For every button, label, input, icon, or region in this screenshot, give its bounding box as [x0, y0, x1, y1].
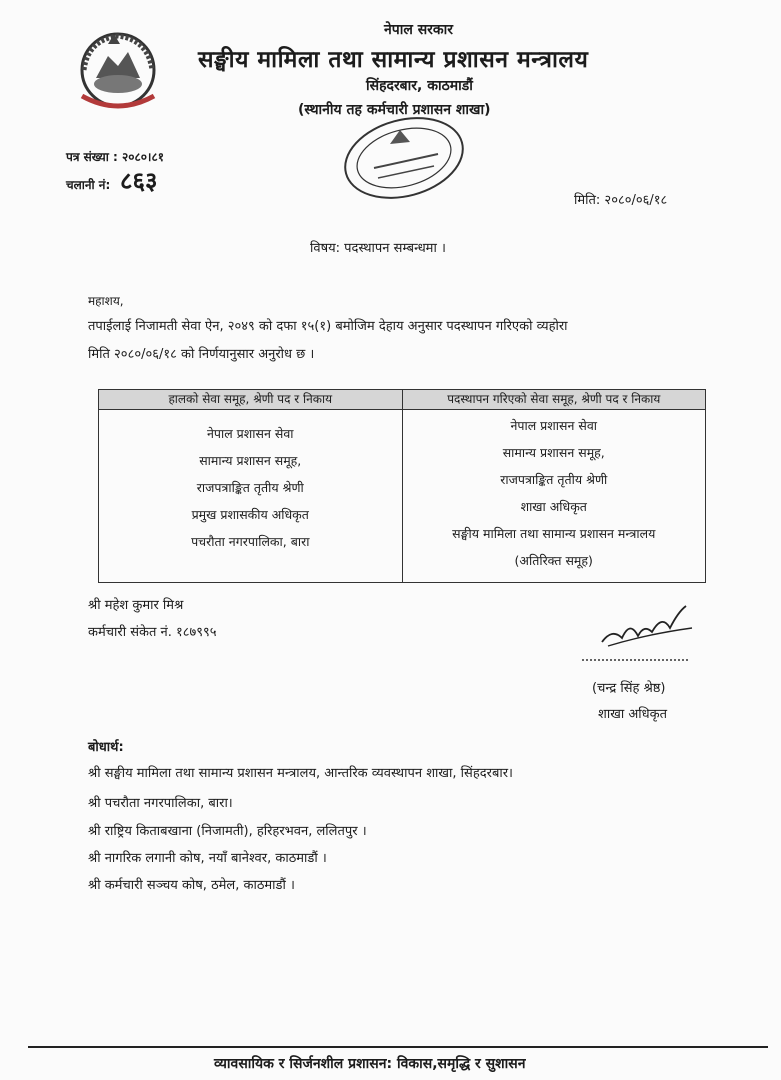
table-header-assigned: पदस्थापन गरिएको सेवा समूह, श्रेणी पद र निकाय: [402, 390, 706, 410]
signature-icon: [578, 598, 698, 666]
salutation: महाशय,: [88, 294, 124, 308]
ministry-title: सङ्घीय मामिला तथा सामान्य प्रशासन मन्त्रालय: [198, 47, 589, 73]
current-line: नेपाल प्रशासन सेवा: [206, 426, 294, 441]
assigned-line: नेपाल प्रशासन सेवा: [510, 418, 598, 433]
nepal-emblem-icon: [68, 30, 168, 112]
posting-table: [98, 389, 706, 583]
letter-number: पत्र संख्या : २०८०।८१: [66, 150, 164, 164]
current-line: प्रमुख प्रशासकीय अधिकृत: [191, 507, 309, 522]
dispatch-label: चलानी नं:: [66, 178, 111, 192]
signatory-designation: शाखा अधिकृत: [598, 707, 668, 722]
signatory-name: (चन्द्र सिंह श्रेष्ठ): [592, 681, 666, 696]
footer-motto: व्यावसायिक र सिर्जनशील प्रशासन: विकास,समृद्धि र सुशासन: [214, 1056, 526, 1072]
cc-item: श्री कर्मचारी सञ्चय कोष, ठमेल, काठमाडौं ।: [88, 878, 295, 893]
ministry-location: सिंहदरबार, काठमाडौं: [366, 78, 473, 94]
subject-line: विषय: पदस्थापन सम्बन्धमा ।: [310, 241, 446, 256]
cc-item: श्री सङ्घीय मामिला तथा सामान्य प्रशासन मन्त्रालय, आन्तरिक व्यवस्थापन शाखा, सिंहदरबार।: [88, 766, 513, 781]
recipient-staff-id: कर्मचारी संकेत नं. १८७९९५: [88, 625, 217, 640]
government-label: नेपाल सरकार: [384, 22, 454, 38]
cc-item: श्री नागरिक लगानी कोष, नयाँ बानेश्वर, काठमाडौं ।: [88, 851, 327, 866]
footer-divider: [28, 1046, 768, 1048]
recipient-name: श्री महेश कुमार मिश्र: [88, 598, 184, 613]
body-paragraph-line-2: मिति २०८०/०६/१८ को निर्णयानुसार अनुरोध छ ।: [88, 347, 315, 362]
office-stamp-icon: [334, 108, 474, 208]
assigned-line: सामान्य प्रशासन समूह,: [502, 445, 605, 460]
current-line: राजपत्राङ्कित तृतीय श्रेणी: [196, 480, 304, 495]
assigned-line: (अतिरिक्त समूह): [514, 553, 593, 568]
cc-label: बोधार्थ:: [88, 740, 124, 755]
table-header-current: हालको सेवा समूह, श्रेणी पद र निकाय: [99, 390, 403, 410]
current-line: पचरौता नगरपालिका, बारा: [191, 534, 310, 549]
assigned-position-cell: [402, 410, 706, 583]
current-line: सामान्य प्रशासन समूह,: [199, 453, 302, 468]
branch-name: (स्थानीय तह कर्मचारी प्रशासन शाखा): [298, 102, 491, 118]
body-paragraph-line-1: तपाईलाई निजामती सेवा ऐन, २०४९ को दफा १५(१) बमोजिम देहाय अनुसार पदस्थापन गरिएको व्यहोरा: [88, 319, 568, 334]
cc-item: श्री राष्ट्रिय किताबखाना (निजामती), हरिहरभवन, ललितपुर ।: [88, 824, 367, 839]
dispatch-number: ८६३: [120, 166, 158, 195]
assigned-line: शाखा अधिकृत: [520, 499, 587, 514]
assigned-line: राजपत्राङ्कित तृतीय श्रेणी: [500, 472, 608, 487]
cc-item: श्री पचरौता नगरपालिका, बारा।: [88, 796, 233, 811]
assigned-line: सङ्घीय मामिला तथा सामान्य प्रशासन मन्त्रालय: [452, 526, 656, 541]
current-position-cell: [99, 410, 403, 583]
letter-date: मिति: २०८०/०६/१८: [574, 193, 668, 208]
